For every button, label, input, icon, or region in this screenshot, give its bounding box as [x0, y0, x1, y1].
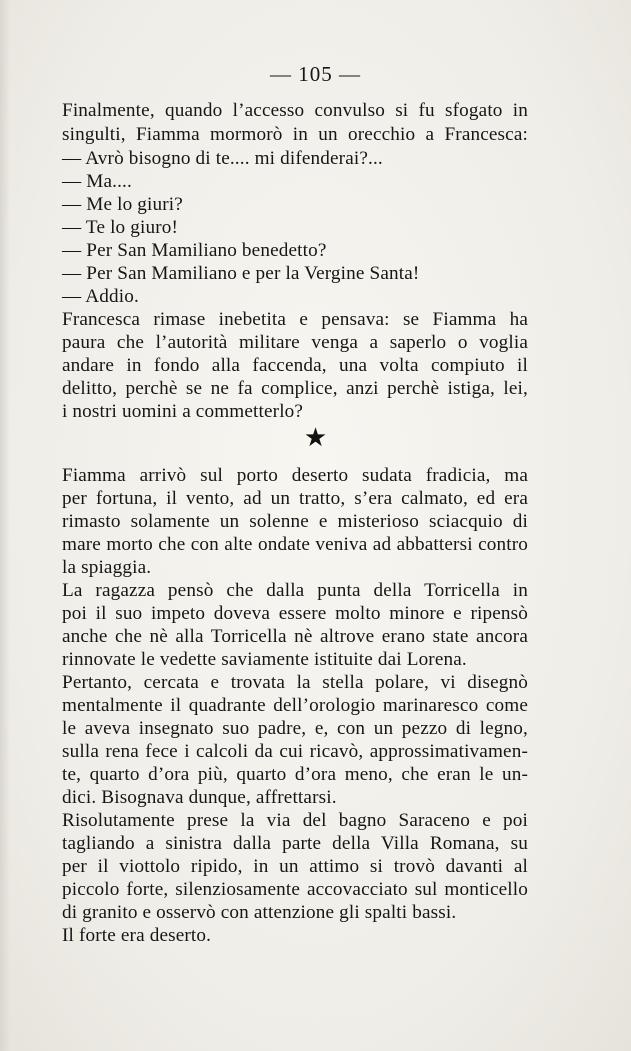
text-line: — Per San Mamiliano e per la Vergine Santa! — [62, 263, 420, 284]
text-line: Risolutamente prese la via del bagno Saraceno e poi — [62, 810, 528, 831]
text-line: sulla rena fece i calcoli da cui ricavò, approssimativamen- — [62, 741, 528, 762]
text-line: per fortuna, il vento, ad un tratto, s’era calmato, ed era — [62, 488, 528, 509]
text-line: anche che nè alla Torricella nè altrove erano state ancora — [62, 626, 528, 647]
text-line: mentalmente il quadrante dell’orologio marinaresco come — [62, 695, 528, 716]
text-line: delitto, perchè se ne fa complice, anzi perchè istiga, lei, — [62, 378, 528, 399]
text-line: mare morto che con alte ondate veniva ad abbattersi contro — [62, 534, 528, 555]
text-line: i nostri uomini a commetterlo? — [62, 401, 304, 422]
text-line: La ragazza pensò che dalla punta della Torricella in — [62, 580, 528, 601]
text-line: — Avrò bisogno di te.... mi difenderai?... — [62, 148, 383, 169]
text-line: di granito e osservò con attenzione gli spalti bassi. — [62, 902, 457, 923]
text-line: singulti, Fiamma mormorò in un orecchio a Francesca: — [62, 124, 528, 145]
text-line: Finalmente, quando l’accesso convulso si fu sfogato in — [62, 100, 528, 121]
text-line: poi il suo impeto doveva essere molto minore e ripensò — [62, 603, 528, 624]
text-line: — Me lo giuri? — [62, 194, 183, 215]
text-line: piccolo forte, silenziosamente accovacciato sul monticello — [62, 879, 528, 900]
text-line: Pertanto, cercata e trovata la stella polare, vi disegnò — [62, 672, 528, 693]
text-line: per il viottolo ripido, in un attimo si trovò davanti al — [62, 856, 528, 877]
text-line: — Ma.... — [62, 171, 132, 192]
text-line: — Per San Mamiliano benedetto? — [62, 240, 327, 261]
text-line: dici. Bisognava dunque, affrettarsi. — [62, 787, 337, 808]
page-edge-shadow — [0, 0, 10, 1051]
text-line: rimasto solamente un solenne e misterioso sciacquio di — [62, 511, 528, 532]
text-line: Il forte era deserto. — [62, 925, 212, 946]
text-line: — Addio. — [62, 286, 139, 307]
page-number: — 105 — — [270, 62, 361, 86]
section-divider-star: ★ — [303, 423, 328, 452]
text-line: — Te lo giuro! — [62, 217, 179, 238]
text-line: rinnovate le vedette saviamente istituite dai Lorena. — [62, 649, 467, 670]
text-line: Francesca rimase inebetita e pensava: se Fiamma ha — [62, 309, 528, 330]
text-line: tagliando a sinistra dalla parte della Villa Romana, su — [62, 833, 528, 854]
text-line: la spiaggia. — [62, 557, 152, 578]
text-line: te, quarto d’ora più, quarto d’ora meno, che eran le un- — [62, 764, 528, 785]
text-line: Fiamma arrivò sul porto deserto sudata fradicia, ma — [62, 465, 528, 486]
text-line: le aveva insegnato suo padre, e, con un pezzo di legno, — [62, 718, 528, 739]
text-line: andare in fondo alla faccenda, una volta compiuto il — [62, 355, 528, 376]
text-line: paura che l’autorità militare venga a saperlo o voglia — [62, 332, 528, 353]
